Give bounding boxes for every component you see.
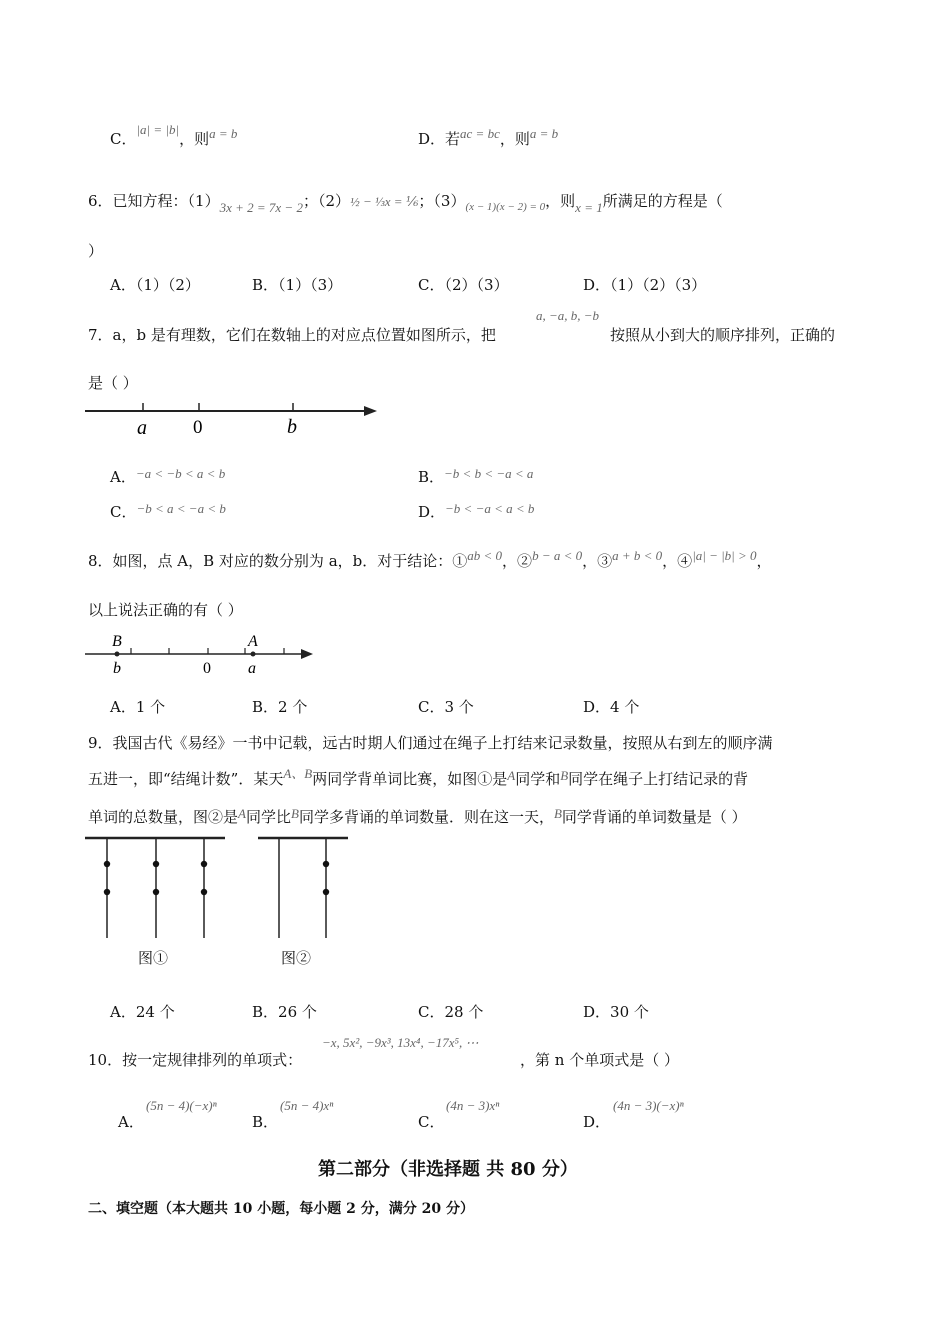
rope-knot xyxy=(104,861,110,867)
q6-option-a: A．（1）（2） xyxy=(110,276,200,294)
q9-figure-2 xyxy=(258,835,350,940)
q7-label-a: a xyxy=(137,417,147,439)
q8-option-c: C．3 个 xyxy=(418,698,474,716)
q8-axis-arrow xyxy=(301,649,313,659)
q10-option-a-math: (5n − 4)(−x)ⁿ xyxy=(146,1098,217,1113)
q8-label-B: B xyxy=(112,633,122,650)
q10-stem-cont: ，第 n 个单项式是（ ） xyxy=(520,1051,679,1069)
q9-line2: 五进一，即“结绳计数”．某天A、B两同学背单词比赛，如图①是A同学和B同学在绳子上打结记录的背 xyxy=(88,766,749,788)
q7-option-d: D．−b < −a < a < b xyxy=(418,501,535,521)
q9-option-c: C．28 个 xyxy=(418,1003,484,1021)
q8-option-a: A．1 个 xyxy=(110,698,166,716)
q8-point-b xyxy=(115,652,120,657)
q10-option-b-math: (5n − 4)xⁿ xyxy=(280,1098,334,1113)
q5-option-d: D．若ac = bc，则a = b xyxy=(418,126,559,148)
q8-option-b: B．2 个 xyxy=(252,698,308,716)
q7-option-b: B．−b < b < −a < a xyxy=(418,466,534,486)
q7-axis-arrow xyxy=(364,406,377,416)
rope-knot xyxy=(104,889,110,895)
q10-option-d-label: D． xyxy=(583,1113,611,1131)
q8-stem-end: 以上说法正确的有（ ） xyxy=(88,601,243,619)
q10-option-c-math: (4n − 3)xⁿ xyxy=(446,1098,500,1113)
q9-line3: 单词的总数量，图②是A同学比B同学多背诵的单词数量．则在这一天，B同学背诵的单词数量是（ ） xyxy=(88,806,747,826)
q7-stem-cont: 按照从小到大的顺序排列，正确的 xyxy=(610,326,836,344)
q8-label-A: A xyxy=(248,633,258,650)
section-heading: 二、填空题（本大题共 10 小题，每小题 2 分，满分 20 分） xyxy=(88,1201,474,1217)
q7-option-a: A．−a < −b < a < b xyxy=(110,466,226,486)
q9-figure-1 xyxy=(85,835,225,940)
part2-title: 第二部分（非选择题 共 80 分） xyxy=(318,1159,578,1180)
rope-knot xyxy=(201,889,207,895)
rope-knot xyxy=(201,861,207,867)
q5-option-c: C．|a| = |b|，则a = b xyxy=(110,122,238,148)
rope-knot xyxy=(153,889,159,895)
q6-stem-end: ） xyxy=(88,242,104,260)
q7-label-b: b xyxy=(287,416,297,438)
q9-figure-1-caption: 图① xyxy=(138,949,169,967)
q9-option-b: B．26 个 xyxy=(252,1003,317,1021)
q6-option-d: D．（1）（2）（3） xyxy=(583,276,707,294)
q10-option-a-label: A． xyxy=(118,1113,144,1131)
q10-option-d-math: (4n − 3)(−x)ⁿ xyxy=(613,1098,684,1113)
q8-option-d: D．4 个 xyxy=(583,698,640,716)
rope-knot xyxy=(153,861,159,867)
rope-knot xyxy=(323,861,329,867)
q9-figure-2-caption: 图② xyxy=(281,949,312,967)
q10-option-b-label: B． xyxy=(252,1113,279,1131)
q8-number-line xyxy=(85,630,325,678)
q7-option-c: C．−b < a < −a < b xyxy=(110,501,226,521)
rope-knot xyxy=(323,889,329,895)
q10-stem-math: −x, 5x², −9x³, 13x⁴, −17x⁵, ⋯ xyxy=(322,1035,479,1050)
q6-stem: 6．已知方程：（1）3x + 2 = 7x − 2；（2）½ − ⅓x = ⅙；$(3)_{(x - 1)(x - 2) = 0}$，则x = 1所满足的方程是（ xyxy=(88,192,723,215)
q8-label-0: 0 xyxy=(203,660,211,677)
q9-option-d: D．30 个 xyxy=(583,1003,649,1021)
q10-option-c-label: C． xyxy=(418,1113,445,1131)
q7-number-line xyxy=(85,398,385,440)
q8-label-a: a xyxy=(248,660,256,677)
q8-stem: 8．如图，点 A，B 对应的数分别为 a，b．对于结论：①ab < 0，②b − a < 0，③a + b < 0，④|a| − |b| > 0， xyxy=(88,548,772,570)
q6-option-b: B．（1）（3） xyxy=(252,276,343,294)
q9-line1: 9．我国古代《易经》一书中记载，远古时期人们通过在绳子上打结来记录数量，按照从右到左的顺序满 xyxy=(88,734,773,752)
q7-stem: 7．a，b 是有理数，它们在数轴上的对应点位置如图所示，把 xyxy=(88,326,496,344)
q8-point-a xyxy=(251,652,256,657)
q7-stem-end: 是（ ） xyxy=(88,374,138,392)
q7-stem-math: a, −a, b, −b xyxy=(536,308,600,323)
q8-label-b: b xyxy=(113,660,121,677)
q6-option-c: C．（2）（3） xyxy=(418,276,509,294)
q9-option-a: A．24 个 xyxy=(110,1003,175,1021)
q7-label-0: 0 xyxy=(193,417,203,438)
q10-stem: 10．按一定规律排列的单项式： xyxy=(88,1051,303,1069)
